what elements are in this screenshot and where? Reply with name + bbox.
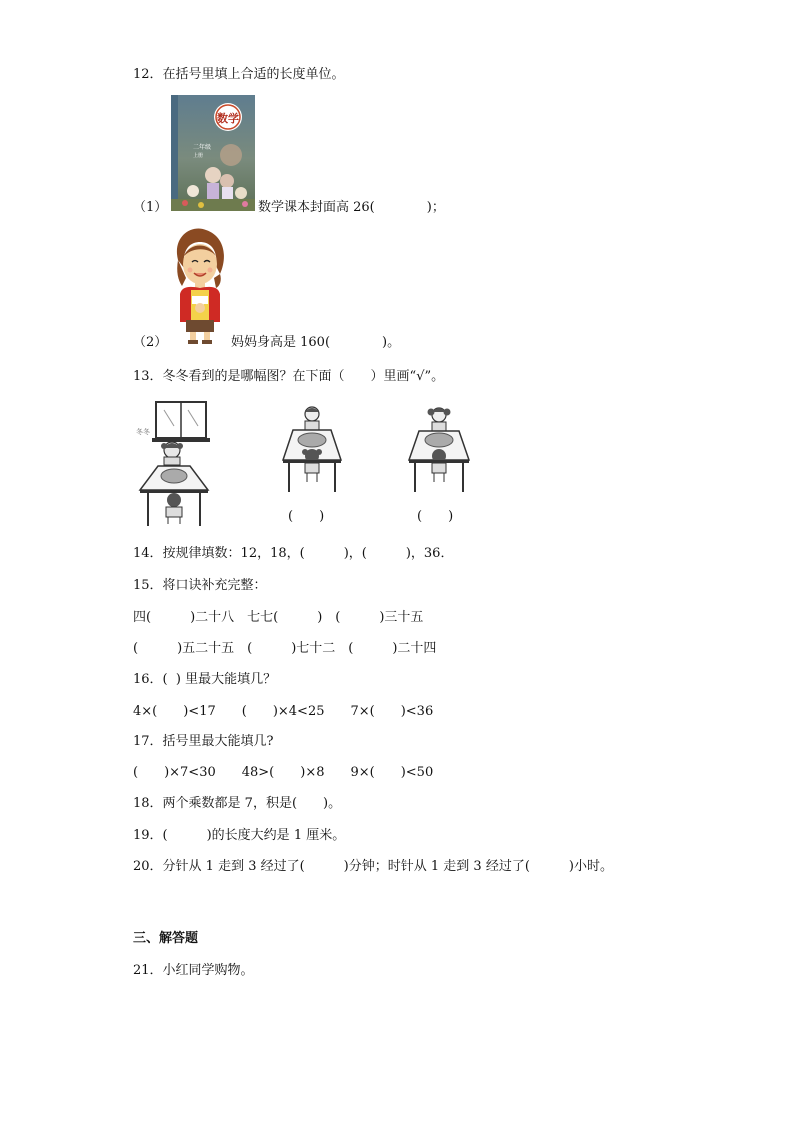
q20-text: 20．分针从 1 走到 3 经过了( )分钟；时针从 1 走到 3 经过了( )小时。 (133, 859, 613, 874)
book-grade: 二年级 (193, 144, 212, 151)
q21-text: 21．小红同学购物。 (133, 963, 254, 978)
q13-title: 13．冬冬看到的是哪幅图？在下面（ ）里画“√”。 (133, 369, 445, 384)
q16-row: 4×( )<17 ( )×4<25 7×( )<36 (133, 704, 434, 719)
q16-title: 16．( ) 里最大能填几？ (133, 672, 277, 687)
q12-item1-text: 数学课本封面高 26( )； (258, 200, 445, 215)
q12-item1-number: （1） (133, 200, 168, 215)
mother-image (168, 226, 232, 344)
q15-row-2: ( )五二十五 ( )七十二 ( )二十四 (133, 641, 437, 656)
q12-item2-number: （2） (133, 335, 168, 350)
q13-picture-3 (407, 404, 471, 496)
q15-row-1: 四( )二十八 七七( ) ( )三十五 (133, 610, 424, 625)
q13-choice-2[interactable]: ( ) (288, 509, 325, 524)
section-3-heading: 三、解答题 (133, 931, 199, 946)
q13-picture-2 (281, 404, 343, 496)
q14-text: 14．按规律填数：12，18，( )，( )，36． (133, 546, 454, 561)
q13-picture-1 (134, 396, 214, 530)
q12-item2-text: 妈妈身高是 160( )。 (231, 335, 401, 350)
book-title: 数学 (217, 112, 239, 125)
q13-choice-3[interactable]: ( ) (417, 509, 454, 524)
q17-title: 17．括号里最大能填几? (133, 734, 274, 749)
q19-text: 19．( )的长度大约是 1 厘米。 (133, 828, 346, 843)
q15-title: 15．将口诀补充完整： (133, 578, 267, 593)
book-term: 上册 (193, 153, 204, 159)
q17-row: ( )×7<30 48>( )×8 9×( )<50 (133, 765, 434, 780)
q12-title: 12．在括号里填上合适的长度单位。 (133, 67, 345, 82)
dongdong-label: 冬冬 (136, 428, 150, 436)
math-book-cover-image (171, 95, 255, 211)
q18-text: 18．两个乘数都是 7，积是( )。 (133, 796, 342, 811)
